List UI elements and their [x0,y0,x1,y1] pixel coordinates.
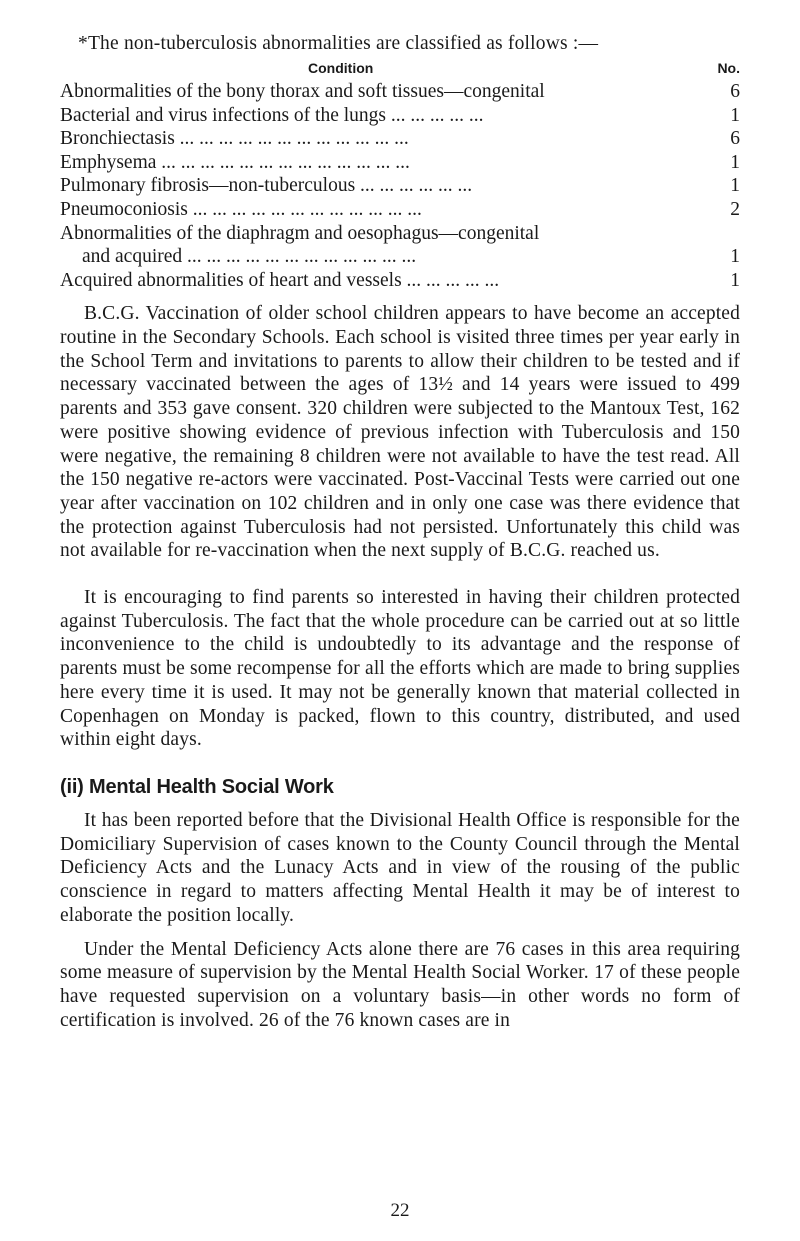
count-cell: 1 [730,269,740,291]
count-cell: 2 [730,198,740,220]
condition-cell: Abnormalities of the bony thorax and soft tissues—congenital [60,81,545,102]
condition-cell: Pulmonary fibrosis—non-tuberculous ... ... ... ... ... ... [60,175,473,197]
condition-cell: Emphysema ... ... ... ... ... ... ... ... ... ... ... ... ... [60,151,410,173]
count-cell: 1 [730,151,740,173]
condition-cell: Acquired abnormalities of heart and vessels ... ... ... ... ... [60,269,500,291]
count-cell: 1 [730,246,740,268]
count-cell: 6 [730,128,740,150]
table-row [60,127,740,151]
document-page [60,32,740,1032]
table-row [60,222,740,246]
under-paragraph: Under the Mental Deficiency Acts alone there are 76 cases in this area requiring some measure of supervision by the Mental Health Social Worker. 17 of these people have requested supervision on a voluntary basis—in other words no form of certification is involved. 26 of the 76 known cases are in [60,938,740,1031]
table-row [60,245,740,269]
section-heading: (ii) Mental Health Social Work [60,776,334,798]
table-row [60,151,740,175]
reported-paragraph: It has been reported before that the Divisional Health Office is responsible for the Domiciliary Supervision of cases known to the County Council through the Mental Deficiency Acts and the Lunacy Acts and in view of the rousing of the public conscience in regard to matters affecting Mental Health it may be of interest to elaborate the position locally. [60,810,740,926]
table-row [60,269,740,293]
condition-cell: Bacterial and virus infections of the lungs ... ... ... ... ... [60,104,484,126]
condition-cell: and acquired ... ... ... ... ... ... ... ... ... ... ... ... [82,246,417,268]
count-cell: 1 [730,104,740,126]
page-number: 22 [390,1200,410,1221]
table-row [60,80,740,104]
bcg-paragraph: B.C.G. Vaccination of older school children appears to have become an accepted routine in the Secondary Schools. Each school is visited three times per year early in the School Term and invitations to parents to allow their children to be tested and if necessary vaccinated between the ages of 13½ and 14 years were issued to 499 parents and 353 gave consent. 320 children were subjected to the Mantoux Test, 162 were positive showing evidence of previous infection with Tuberculosis and 150 were negative, the remaining 8 children were not available to have the test read. All the 150 negative re-actors were vaccinated. Post-Vaccinal Tests were carried out one year after vaccination on 102 children and in only one case was there evidence that the protection against Tuberculosis had not persisted. Unfortunately this child was not available for re-vaccination when the next supply of B.C.G. reached us. [60,303,740,562]
table-row [60,104,740,128]
condition-cell: Abnormalities of the diaphragm and oesophagus—congenital [60,222,540,244]
condition-cell: Pneumoconiosis ... ... ... ... ... ... ... ... ... ... ... ... [60,198,422,220]
condition-header: Condition [308,60,374,76]
count-cell: 1 [730,175,740,197]
condition-cell: Bronchiectasis ... ... ... ... ... ... ... ... ... ... ... ... [60,128,409,150]
number-header: No. [717,60,740,76]
conditions-table [60,80,740,292]
count-cell: 6 [730,81,740,102]
table-row [60,174,740,198]
table-row [60,198,740,222]
table-header [60,58,740,78]
intro-line: *The non-tuberculosis abnormalities are classified as follows :— [78,33,599,54]
encouraging-paragraph: It is encouraging to find parents so interested in having their children protected against Tuberculosis. The fact that the whole procedure can be carried out at so little inconvenience to the child is undoubtedly to its advantage and the response of parents must be some recompense for all the efforts which are made to bring supplies here every time it is used. It may not be generally known that material collected in Copenhagen on Monday is packed, flown to this country, distributed, and used within eight days. [60,587,740,751]
